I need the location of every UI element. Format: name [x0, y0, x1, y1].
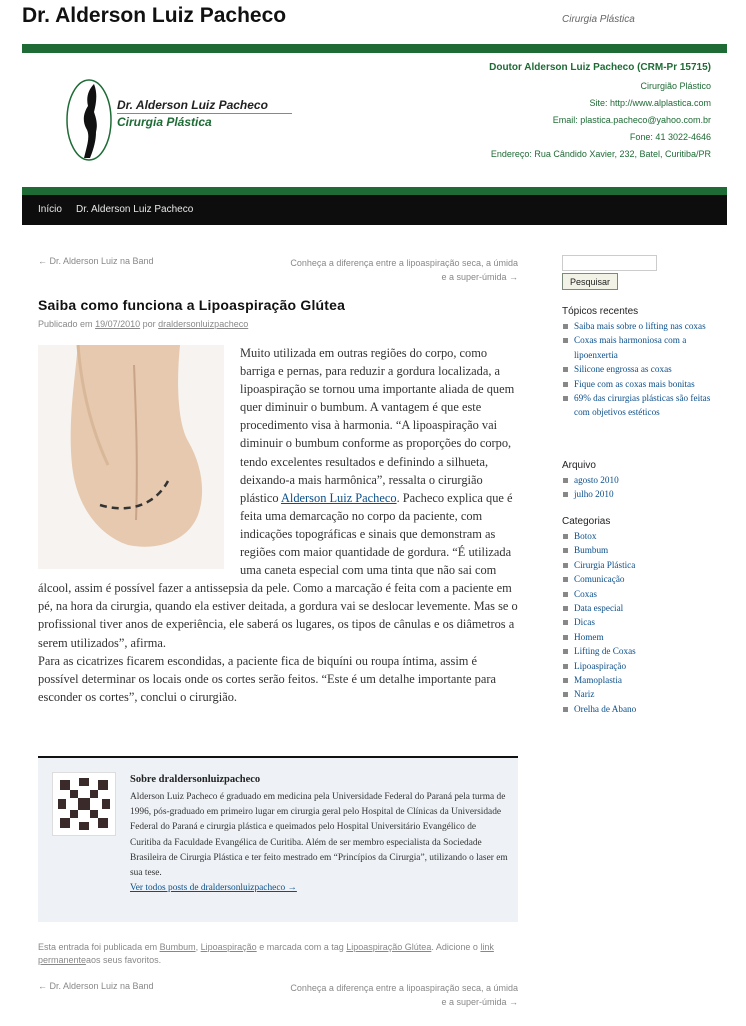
- category-link[interactable]: Nariz: [574, 689, 595, 700]
- nav-item-doctor[interactable]: Dr. Alderson Luiz Pacheco: [76, 204, 194, 215]
- permalink-link[interactable]: link permanente: [38, 942, 494, 965]
- header-phone: Fone: 41 3022-4646: [629, 132, 711, 142]
- site-title[interactable]: Dr. Alderson Luiz Pacheco: [22, 4, 287, 27]
- category-link-lipoaspiracao[interactable]: Lipoaspiração: [200, 942, 257, 952]
- site-description: Cirurgia Plástica: [562, 14, 635, 25]
- next-post-bottom-line2[interactable]: e a super-úmida →: [441, 997, 518, 1007]
- category-link[interactable]: Mamoplastia: [574, 675, 622, 686]
- nav-item-inicio[interactable]: Início: [38, 204, 62, 215]
- post-meta-by: por: [142, 319, 156, 329]
- category-link[interactable]: Cirurgia Plástica: [574, 559, 636, 570]
- category-link[interactable]: Coxas: [574, 588, 597, 599]
- post-author-link[interactable]: draldersonluizpacheco: [158, 319, 249, 329]
- author-bio: [130, 790, 508, 896]
- recent-post-item: [562, 362, 722, 376]
- post-content: [38, 344, 518, 706]
- header-specialty: Cirurgião Plástico: [640, 81, 711, 91]
- category-link-bumbum[interactable]: Bumbum: [159, 942, 196, 952]
- recent-post-link[interactable]: Silicone engrossa as coxas: [574, 364, 672, 375]
- header-address: Endereço: Rua Cândido Xavier, 232, Batel, Curitiba/PR: [490, 149, 711, 159]
- logo-subtitle: Cirurgia Plástica: [117, 115, 212, 129]
- post-image: [38, 345, 224, 569]
- entry-footer-text-1: Esta entrada foi publicada em: [38, 942, 158, 952]
- post-meta-prefix: Publicado em: [38, 319, 93, 329]
- recent-post-link[interactable]: 69% das cirurgias plásticas são feitas com objetivos estéticos: [574, 393, 711, 418]
- entry-footer-sep: ,: [195, 942, 199, 952]
- recent-post-item: [562, 377, 722, 391]
- header-email: Email: plastica.pacheco@yahoo.com.br: [552, 115, 711, 125]
- entry-footer: [38, 941, 518, 967]
- categories-list: [562, 529, 722, 716]
- post-paragraph-1-rest: . Pacheco explica que é feita uma demarcação no corpo da paciente, com indicações topográficas e sinais que demonstram as regiões com maior quantidade de gordura. “É utilizada uma caneta especial com uma tinta que não sai com álcool, assim é possível fazer a antissepsia da pele. Como a marcação é feita com a paciente em pé, na hora da cirurgia, quando ela estiver deitada, a gordura vai se deslocar levemente. Mas se o profissional tiver anos de experiência, ele saberá os lugares, os tipos de cânulas e os diâmetros a serem utilizados”, afirma.: [38, 490, 518, 650]
- archive-title: Arquivo: [562, 460, 596, 471]
- entry-footer-text-2: e marcada com a tag: [259, 942, 344, 952]
- header-doctor-name: Doutor Alderson Luiz Pacheco (CRM-Pr 15715): [489, 62, 711, 73]
- body-silhouette-logo-icon: [64, 78, 114, 162]
- category-link[interactable]: Bumbum: [574, 545, 609, 556]
- recent-posts-list: [562, 319, 722, 420]
- category-item: [562, 587, 722, 601]
- logo-name: Dr. Alderson Luiz Pacheco: [117, 98, 268, 112]
- category-link[interactable]: Botox: [574, 531, 597, 541]
- next-post-line2[interactable]: e a super-úmida →: [441, 272, 518, 282]
- author-avatar: [52, 772, 116, 836]
- category-item: [562, 543, 722, 557]
- category-link[interactable]: Comunicação: [574, 574, 625, 585]
- header-bottom-bar: [22, 187, 727, 195]
- archive-item: [562, 487, 722, 501]
- next-post-link-bottom[interactable]: [250, 981, 518, 1009]
- entry-footer-text-4: aos seus favoritos.: [86, 955, 162, 965]
- category-item: [562, 687, 722, 701]
- category-link[interactable]: Orelha de Abano: [574, 703, 637, 714]
- post-paragraph-2: Para as cicatrizes ficarem escondidas, a paciente fica de biquíni ou roupa íntima, assim é possível determinar os locais onde os cortes serão feitos. “Este é um detalhe importante para esconder os cortes”, conclui o cirurgião.: [38, 653, 496, 704]
- category-item: [562, 702, 722, 716]
- header-top-bar: [22, 44, 727, 53]
- archive-list: [562, 473, 722, 502]
- tag-link[interactable]: Lipoaspiração Glútea: [346, 942, 432, 952]
- recent-post-link[interactable]: Coxas mais harmoniosa com a lipoenxertia: [574, 335, 687, 360]
- category-item: [562, 572, 722, 586]
- category-link[interactable]: Dicas: [574, 617, 595, 628]
- category-item: [562, 630, 722, 644]
- category-item: [562, 558, 722, 572]
- next-post-link-top[interactable]: [250, 256, 518, 284]
- search-input[interactable]: [562, 255, 657, 271]
- recent-post-item: [562, 391, 722, 420]
- main-nav: [22, 195, 727, 225]
- search-button[interactable]: Pesquisar: [562, 273, 618, 290]
- post-title[interactable]: Saiba como funciona a Lipoaspiração Glútea: [38, 297, 346, 313]
- categories-title: Categorias: [562, 516, 611, 527]
- entry-footer-text-3: . Adicione o: [431, 942, 478, 952]
- category-item: [562, 615, 722, 629]
- author-bio-text: Alderson Luiz Pacheco é graduado em medicina pela Universidade Federal do Paraná pela turma de 1996, pós-graduado em primeiro lugar em cirurgia geral pelo Hospital de Clínicas da Universidade Federal do Paraná e cirurgia plástica e queimados pelo Hospital Universitário Evangélico de Curitiba da Faculdade Evangélica de Curitiba. Além de ser membro especialista da Sociedade Brasileira de Cirurgia Plástica e ter feito mestrado em “Princípios da Cirurgia”, utilizando o laser em sua tese.: [130, 792, 508, 879]
- category-link[interactable]: Lifting de Coxas: [574, 646, 636, 657]
- post-date-link[interactable]: 19/07/2010: [95, 319, 141, 329]
- logo-divider: [117, 113, 292, 114]
- recent-posts-title: Tópicos recentes: [562, 306, 639, 317]
- surgeon-link[interactable]: Alderson Luiz Pacheco: [280, 490, 397, 505]
- next-post-bottom-line1[interactable]: Conheça a diferença entre a lipoaspiração seca, a úmida: [290, 983, 518, 993]
- archive-link[interactable]: agosto 2010: [574, 475, 619, 485]
- category-item: [562, 601, 722, 615]
- archive-link[interactable]: julho 2010: [574, 489, 614, 500]
- category-item: [562, 644, 722, 658]
- recent-post-link[interactable]: Saiba mais sobre o lifting nas coxas: [574, 321, 706, 331]
- category-link[interactable]: Homem: [574, 631, 604, 642]
- next-post-line1[interactable]: Conheça a diferença entre a lipoaspiração seca, a úmida: [290, 258, 518, 268]
- category-item: [562, 659, 722, 673]
- prev-post-link-bottom[interactable]: ← Dr. Alderson Luiz na Band: [38, 981, 154, 991]
- recent-post-item: [562, 319, 722, 333]
- recent-post-link[interactable]: Fique com as coxas mais bonitas: [574, 378, 695, 389]
- post-paragraph-1: Muito utilizada em outras regiões do corpo, como barriga e pernas, para reduzir a gordura localizada, a lipoaspiração se tornou uma importante aliada de quem quer diminuir o bumbum. A vantagem é que este procedimento visa à harmonia. “A lipoaspiração vai diminuir o bumbum conforme as proporções do corpo, tendo excelentes resultados e definindo a silhueta, deixando-a mais harmônica”, ressalta o cirurgião plástico: [240, 346, 515, 505]
- archive-item: [562, 473, 722, 487]
- post-meta: [38, 319, 248, 329]
- category-link[interactable]: Lipoaspiração: [574, 660, 627, 671]
- recent-post-item: [562, 333, 722, 362]
- prev-post-link-top[interactable]: ← Dr. Alderson Luiz na Band: [38, 256, 154, 266]
- author-posts-link[interactable]: Ver todos posts de draldersonluizpacheco →: [130, 883, 297, 894]
- category-link[interactable]: Data especial: [574, 603, 624, 614]
- header-site: Site: http://www.alplastica.com: [589, 98, 711, 108]
- category-item: [562, 673, 722, 687]
- category-item: [562, 529, 722, 543]
- author-heading: Sobre draldersonluizpacheco: [130, 774, 261, 785]
